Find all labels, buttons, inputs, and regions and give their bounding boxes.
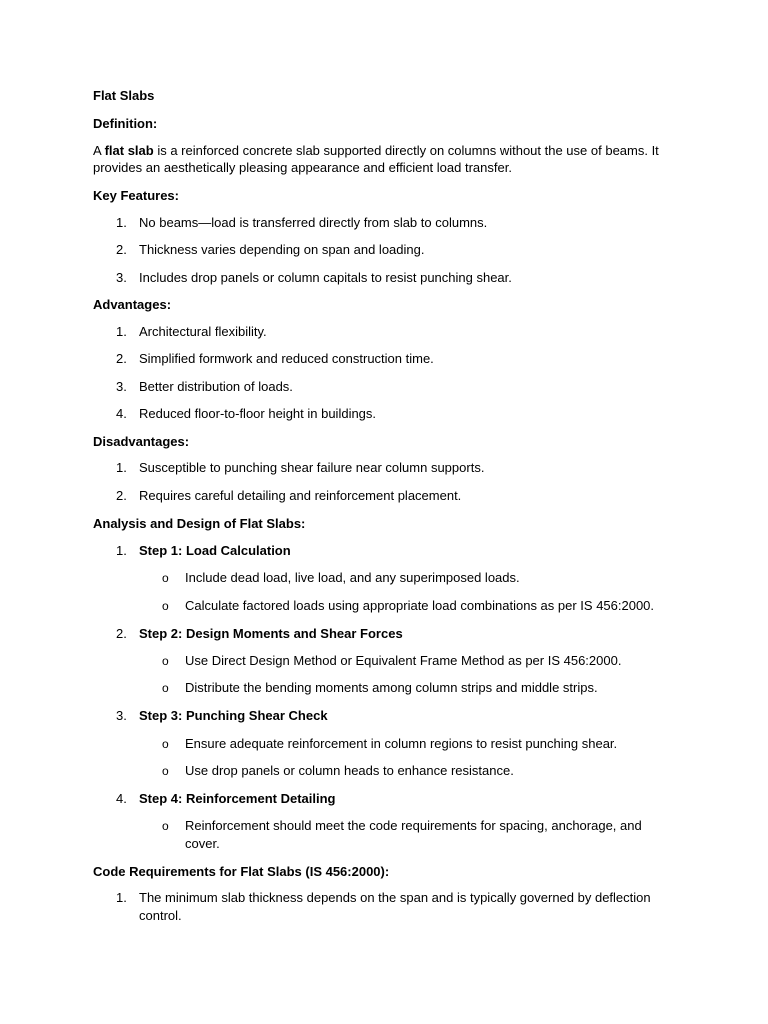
disadvantages-heading: Disadvantages: (93, 434, 190, 449)
list-item: Includes drop panels or column capitals to resist punching shear. (139, 270, 512, 285)
definition-prefix: A (93, 143, 105, 158)
step-title: Step 2: Design Moments and Shear Forces (139, 626, 403, 641)
list-number: 1. (116, 890, 127, 905)
definition-term: flat slab (104, 143, 154, 158)
list-number: 3. (116, 379, 127, 394)
step-title: Step 4: Reinforcement Detailing (139, 791, 336, 806)
definition-line-2: provides an aesthetically pleasing appearance and efficient load transfer. (93, 160, 512, 175)
step-number: 2. (116, 626, 127, 641)
bullet-marker: o (162, 681, 169, 695)
definition-rest: is a reinforced concrete slab supported directly on columns without the use of beams. It (153, 143, 659, 158)
code-requirements-heading: Code Requirements for Flat Slabs (IS 456:2000): (93, 864, 390, 879)
list-number: 4. (116, 406, 127, 421)
step-number: 3. (116, 708, 127, 723)
bullet-marker: o (162, 764, 169, 778)
bullet-marker: o (162, 737, 169, 751)
definition-line-1 (93, 142, 659, 160)
list-item: Thickness varies depending on span and loading. (139, 242, 425, 257)
list-item-line-2: control. (139, 908, 182, 923)
list-number: 1. (116, 460, 127, 475)
bullet-item-line-1: Reinforcement should meet the code requirements for spacing, anchorage, and (185, 818, 642, 833)
bullet-item: Use Direct Design Method or Equivalent Frame Method as per IS 456:2000. (185, 653, 622, 668)
bullet-item: Ensure adequate reinforcement in column regions to resist punching shear. (185, 736, 618, 751)
list-item: Reduced floor-to-floor height in buildings. (139, 406, 377, 421)
list-item: No beams—load is transferred directly from slab to columns. (139, 215, 488, 230)
analysis-heading: Analysis and Design of Flat Slabs: (93, 516, 306, 531)
list-number: 1. (116, 215, 127, 230)
bullet-item: Calculate factored loads using appropriate load combinations as per IS 456:2000. (185, 598, 655, 613)
list-number: 2. (116, 242, 127, 257)
document-title: Flat Slabs (93, 88, 155, 103)
list-number: 3. (116, 270, 127, 285)
list-item: Requires careful detailing and reinforcement placement. (139, 488, 462, 503)
step-title: Step 3: Punching Shear Check (139, 708, 328, 723)
list-item-line-1: The minimum slab thickness depends on the span and is typically governed by deflection (139, 890, 651, 905)
bullet-marker: o (162, 599, 169, 613)
bullet-item: Include dead load, live load, and any superimposed loads. (185, 570, 520, 585)
list-item: Susceptible to punching shear failure near column supports. (139, 460, 485, 475)
list-number: 2. (116, 351, 127, 366)
list-item: Architectural flexibility. (139, 324, 267, 339)
bullet-marker: o (162, 571, 169, 585)
bullet-item-line-2: cover. (185, 836, 220, 851)
bullet-item: Use drop panels or column heads to enhance resistance. (185, 763, 514, 778)
list-number: 2. (116, 488, 127, 503)
list-item: Better distribution of loads. (139, 379, 293, 394)
bullet-item: Distribute the bending moments among column strips and middle strips. (185, 680, 598, 695)
list-number: 1. (116, 324, 127, 339)
key-features-heading: Key Features: (93, 188, 179, 203)
bullet-marker: o (162, 654, 169, 668)
step-title: Step 1: Load Calculation (139, 543, 291, 558)
step-number: 4. (116, 791, 127, 806)
bullet-marker: o (162, 819, 169, 833)
advantages-heading: Advantages: (93, 297, 172, 312)
step-number: 1. (116, 543, 127, 558)
list-item: Simplified formwork and reduced construction time. (139, 351, 434, 366)
definition-heading: Definition: (93, 116, 158, 131)
